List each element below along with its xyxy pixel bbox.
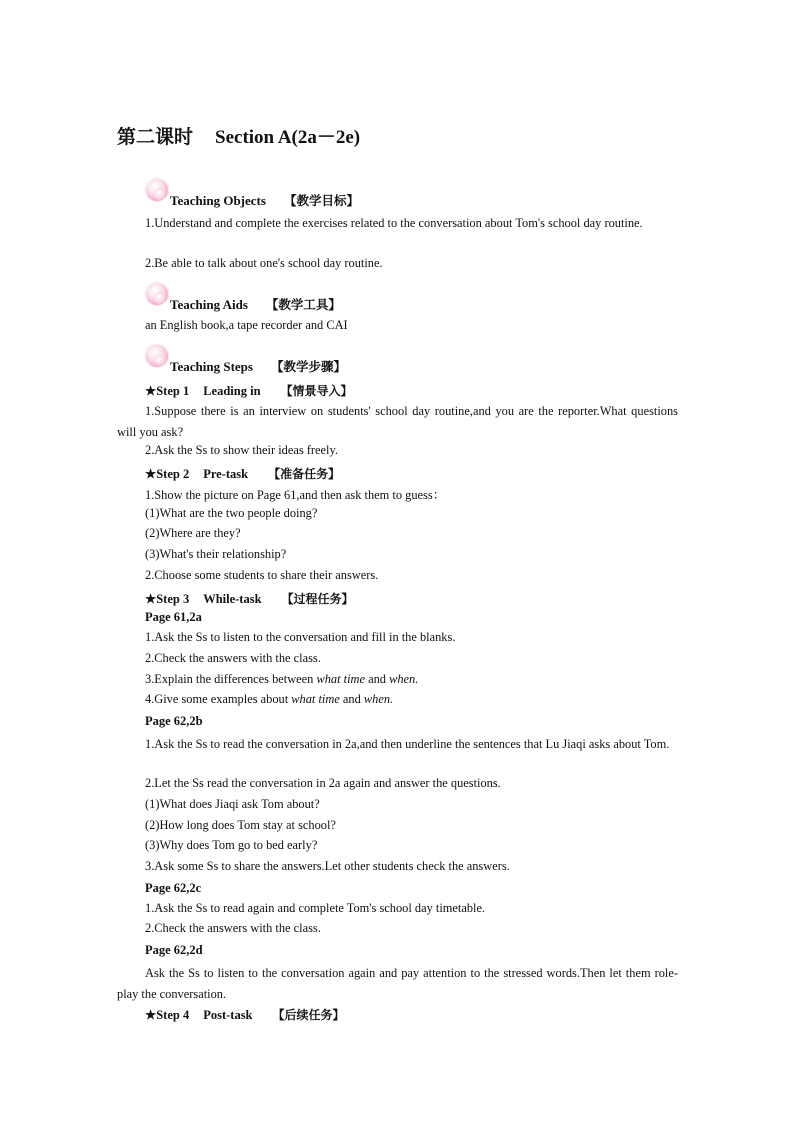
emphasis: what time xyxy=(291,692,340,706)
step1-name: Leading in xyxy=(203,384,261,398)
step3a-item-2: 2.Check the answers with the class. xyxy=(145,651,321,665)
step3c-item-2: 2.Check the answers with the class. xyxy=(145,921,321,935)
page-c-label: Page 62,2c xyxy=(145,881,202,895)
step3-name: While-task xyxy=(203,592,262,606)
aids-text: an English book,a tape recorder and CAI xyxy=(145,318,348,332)
aids-heading-cn: 【教学工具】 xyxy=(265,297,341,312)
aids-heading-en: Teaching Aids xyxy=(170,297,248,312)
step4-name: Post-task xyxy=(203,1008,253,1022)
step2-item-4: (3)What's their relationship? xyxy=(145,547,287,561)
step1-item-1: 1.Suppose there is an interview on students' school day routine,and you are the reporter.What questions will you ask? xyxy=(117,404,678,439)
step3a-item-3 xyxy=(145,672,418,687)
step3-num: ★Step 3 xyxy=(145,592,190,606)
flower-bullet-icon xyxy=(146,179,168,201)
flower-bullet-icon xyxy=(146,345,168,367)
text: 3.Explain the differences between xyxy=(145,672,317,686)
step2-name: Pre-task xyxy=(203,467,249,481)
objective-item-2: 2.Be able to talk about one's school day routine. xyxy=(145,256,383,270)
step2-item-1: 1.Show the picture on Page 61,and then ask them to guess： xyxy=(145,488,446,502)
text: 4.Give some examples about xyxy=(145,692,292,706)
flower-bullet-icon xyxy=(146,283,168,305)
steps-heading-cn: 【教学步骤】 xyxy=(270,359,346,374)
step3b-item-3: (1)What does Jiaqi ask Tom about? xyxy=(145,797,320,811)
objectives-heading xyxy=(170,191,359,209)
step4-num: ★Step 4 xyxy=(145,1008,190,1022)
step4-heading xyxy=(145,1006,345,1023)
step2-item-5: 2.Choose some students to share their answers. xyxy=(145,568,379,582)
step2-cn: 【准备任务】 xyxy=(268,467,341,481)
aids-heading xyxy=(170,295,341,313)
step3-cn: 【过程任务】 xyxy=(281,592,354,606)
step3b-item-5: (3)Why does Tom go to bed early? xyxy=(145,838,318,852)
step3b-item-2: 2.Let the Ss read the conversation in 2a again and answer the questions. xyxy=(145,776,501,790)
step3b-item-1: 1.Ask the Ss to read the conversation in 2a,and then underline the sentences that Lu Jiaqi asks about Tom. xyxy=(145,737,670,751)
step3a-item-4 xyxy=(145,692,393,707)
emphasis: when. xyxy=(363,692,394,706)
step3d-text: Ask the Ss to listen to the conversation again and pay attention to the stressed words.Then let them role-play the conversation. xyxy=(117,966,678,1001)
step1-heading xyxy=(145,382,353,399)
page-a-label: Page 61,2a xyxy=(145,610,202,624)
page-d-label: Page 62,2d xyxy=(145,943,203,957)
step2-heading xyxy=(145,465,340,482)
text: and xyxy=(339,692,364,706)
step3a-item-1: 1.Ask the Ss to listen to the conversation and fill in the blanks. xyxy=(145,630,456,644)
step1-num: ★Step 1 xyxy=(145,384,190,398)
step1-cn: 【情景导入】 xyxy=(280,384,353,398)
step4-cn: 【后续任务】 xyxy=(272,1008,345,1022)
step3b-item-4: (2)How long does Tom stay at school? xyxy=(145,818,336,832)
step3c-item-1: 1.Ask the Ss to read again and complete Tom's school day timetable. xyxy=(145,901,486,915)
step2-item-2: (1)What are the two people doing? xyxy=(145,506,318,520)
step3b-item-6: 3.Ask some Ss to share the answers.Let other students check the answers. xyxy=(145,859,510,873)
steps-heading xyxy=(170,357,346,375)
title-cn: 第二课时 xyxy=(117,127,194,148)
step2-num: ★Step 2 xyxy=(145,467,190,481)
text: and xyxy=(364,672,390,686)
step1-item-2: 2.Ask the Ss to show their ideas freely. xyxy=(145,443,338,457)
title-en: Section A(2a－2e) xyxy=(215,127,361,148)
emphasis: what time xyxy=(316,672,365,686)
objectives-heading-en: Teaching Objects xyxy=(170,193,266,208)
objective-item-1: 1.Understand and complete the exercises related to the conversation about Tom's school day routine. xyxy=(145,216,643,230)
step3-heading xyxy=(145,590,354,607)
emphasis: when. xyxy=(389,672,419,686)
page-b-label: Page 62,2b xyxy=(145,714,203,728)
page-title xyxy=(117,122,360,149)
step2-item-3: (2)Where are they? xyxy=(145,526,241,540)
objectives-heading-cn: 【教学目标】 xyxy=(283,193,359,208)
steps-heading-en: Teaching Steps xyxy=(170,359,253,374)
